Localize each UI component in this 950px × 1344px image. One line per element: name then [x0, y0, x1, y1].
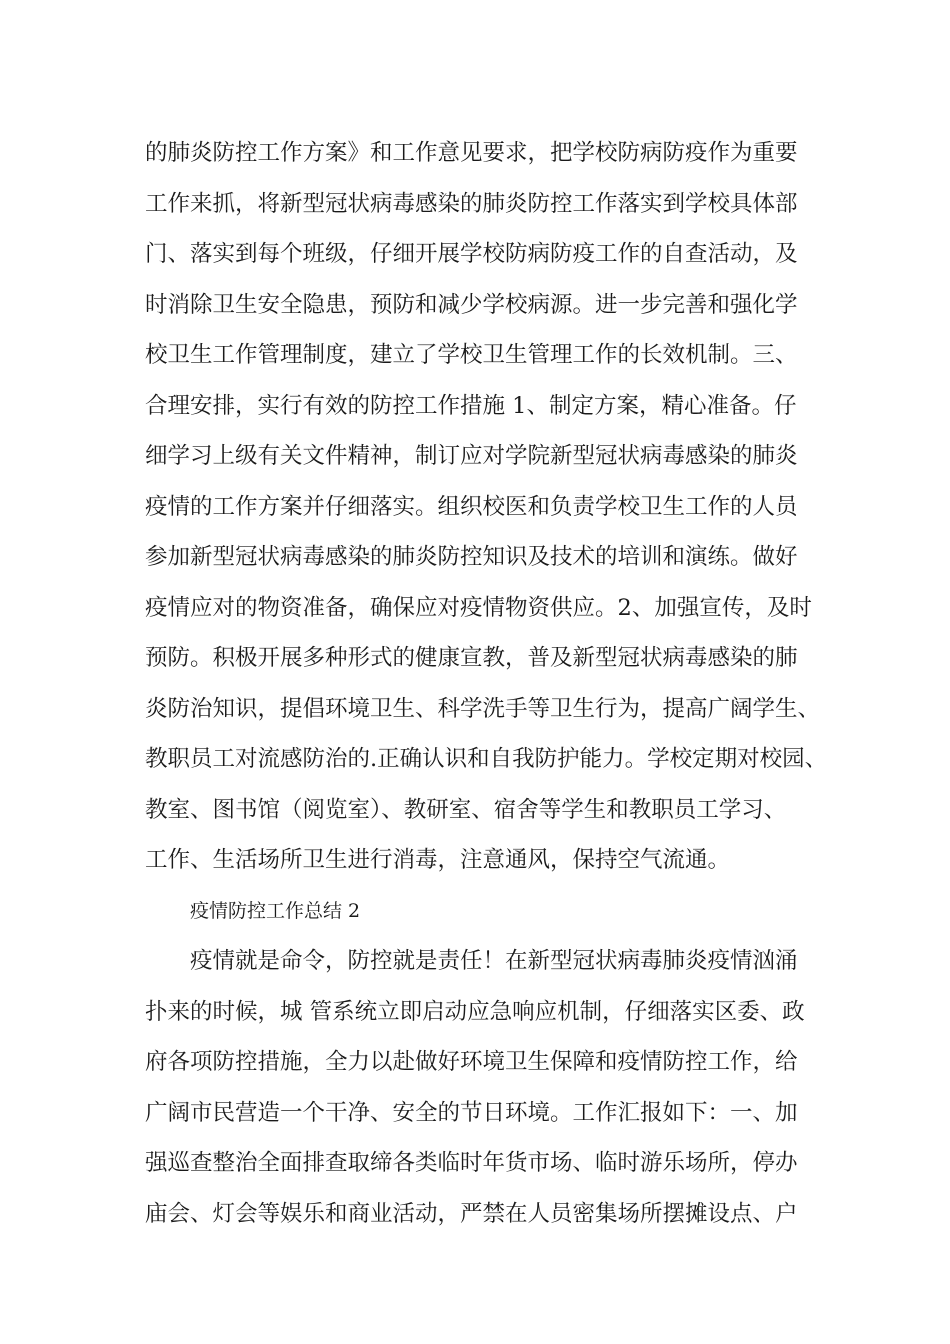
paragraph-line: 的肺炎防控工作方案》和工作意见要求，把学校防病防疫作为重要: [145, 140, 798, 166]
paragraph-line: 合理安排，实行有效的防控工作措施 1、制定方案，精心准备。仔: [145, 392, 797, 419]
paragraph-line: 校卫生工作管理制度，建立了学校卫生管理工作的长效机制。三、: [145, 342, 798, 368]
paragraph-line: 教室、图书馆（阅览室）、教研室、宿舍等学生和教职员工学习、: [145, 796, 787, 823]
paragraph-line: 细学习上级有关文件精神，制订应对学院新型冠状病毒感染的肺炎: [145, 443, 798, 469]
paragraph-line: 疫情的工作方案并仔细落实。组织校医和负责学校卫生工作的人员: [145, 493, 798, 520]
paragraph-line: 教职员工对流感防治的.正确认识和自我防护能力。学校定期对校园、: [145, 746, 828, 772]
paragraph-line: 预防。积极开展多种形式的健康宣教，普及新型冠状病毒感染的肺: [145, 645, 798, 671]
paragraph-line: 时消除卫生安全隐患，预防和减少学校病源。进一步完善和强化学: [145, 291, 798, 318]
paragraph-line: 工作、生活场所卫生进行消毒，注意通风，保持空气流通。: [145, 847, 731, 873]
section-heading: 疫情防控工作总结 2: [190, 899, 361, 922]
paragraph-line: 疫情应对的物资准备，确保应对疫情物资供应。2、加强宣传，及时: [145, 594, 812, 621]
paragraph-line: 疫情就是命令，防控就是责任！在新型冠状病毒肺炎疫情汹涌: [190, 948, 798, 974]
document-body: [145, 128, 835, 1239]
paragraph-line: 庙会、灯会等娱乐和商业活动，严禁在人员密集场所摆摊设点、户: [145, 1200, 798, 1227]
paragraph-line: 扑来的时候，城 管系统立即启动应急响应机制，仔细落实区委、政: [145, 998, 805, 1025]
paragraph-line: 门、落实到每个班级，仔细开展学校防病防疫工作的自查活动，及: [145, 241, 798, 267]
paragraph-line: 工作来抓，将新型冠状病毒感染的肺炎防控工作落实到学校具体部: [145, 190, 798, 217]
paragraph-line: 府各项防控措施，全力以赴做好环境卫生保障和疫情防控工作，给: [145, 1049, 798, 1075]
paragraph-line: 强巡查整治全面排查取缔各类临时年货市场、临时游乐场所，停办: [145, 1150, 798, 1176]
paragraph-line: 参加新型冠状病毒感染的肺炎防控知识及技术的培训和演练。做好: [145, 544, 798, 570]
paragraph-line: 广阔市民营造一个干净、安全的节日环境。工作汇报如下：一、加: [145, 1099, 798, 1126]
paragraph-line: 炎防治知识，提倡环境卫生、科学洗手等卫生行为，提高广阔学生、: [145, 695, 821, 722]
